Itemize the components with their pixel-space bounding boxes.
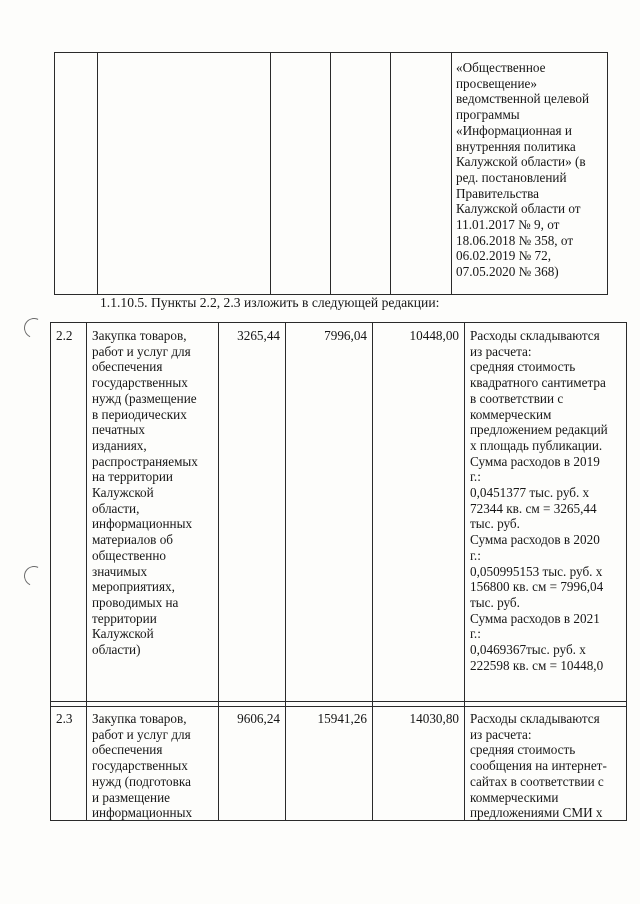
calculation-text: Расходы складываются из расчета: средняя стоимость сообщения на интернет- сайтах в соответствии с коммерческими предложениями СМИ х: [470, 711, 607, 821]
table-border: [390, 52, 391, 295]
value-2019: 3265,44: [237, 328, 280, 343]
table-border: [285, 322, 286, 821]
value-2019: 9606,24: [237, 711, 280, 726]
table-border: [50, 322, 626, 323]
row-description: Закупка товаров, работ и услуг для обеспечения государственных нужд (размещение в периодических печатных изданиях, распространяемых на территории Калужской области, информационных материалов об общественно значимых мероприятиях, проводимых на территории Калужской области): [92, 328, 198, 658]
table-border: [50, 701, 626, 702]
amendment-instruction: 1.1.10.5. Пункты 2.2, 2.3 изложить в следующей редакции:: [100, 295, 440, 310]
table-border: [97, 52, 98, 295]
table-border: [218, 322, 219, 821]
table-border: [270, 52, 271, 295]
row-number: 2.2: [56, 328, 73, 343]
table-border: [54, 52, 55, 295]
value-2020: 7996,04: [324, 328, 367, 343]
table-border: [626, 322, 627, 821]
table-border: [50, 322, 51, 821]
table-border: [54, 52, 608, 53]
table-border: [451, 52, 452, 295]
value-2021: 14030,80: [409, 711, 459, 726]
row-description: Закупка товаров, работ и услуг для обеспечения государственных нужд (подготовка и размещение информационных: [92, 711, 193, 821]
table-border: [607, 52, 608, 295]
row-number: 2.3: [56, 711, 73, 726]
table-border: [464, 322, 465, 821]
table-border: [86, 322, 87, 821]
calculation-text: Расходы складываются из расчета: средняя стоимость квадратного сантиметра в соответствии с коммерческим предложением редакций х площадь публикации. Сумма расходов в 2019 г.: 0,0451377 тыс. руб. х 72344 кв. см = 3265,44 тыс. руб. Сумма расходов в 2020 г.: 0,050995153 тыс. руб. х 156800 кв. см = 7996,04 тыс. руб. Сумма расходов в 2021 г.: 0,0469367тыс. руб. х 222598 кв. см = 10448,0: [470, 328, 608, 673]
program-reference-text: «Общественное просвещение» ведомственной целевой программы «Информационная и внутренняя политика Калужской области» (в ред. постановлений Правительства Калужской области от 11.01.2017 № 9, от 18.06.2018 № 358, от 06.02.2019 № 72, 07.05.2020 № 368): [456, 60, 590, 280]
table-border: [372, 322, 373, 821]
table-border: [50, 706, 626, 707]
value-2020: 15941,26: [317, 711, 367, 726]
value-2021: 10448,00: [409, 328, 459, 343]
table-border: [330, 52, 331, 295]
